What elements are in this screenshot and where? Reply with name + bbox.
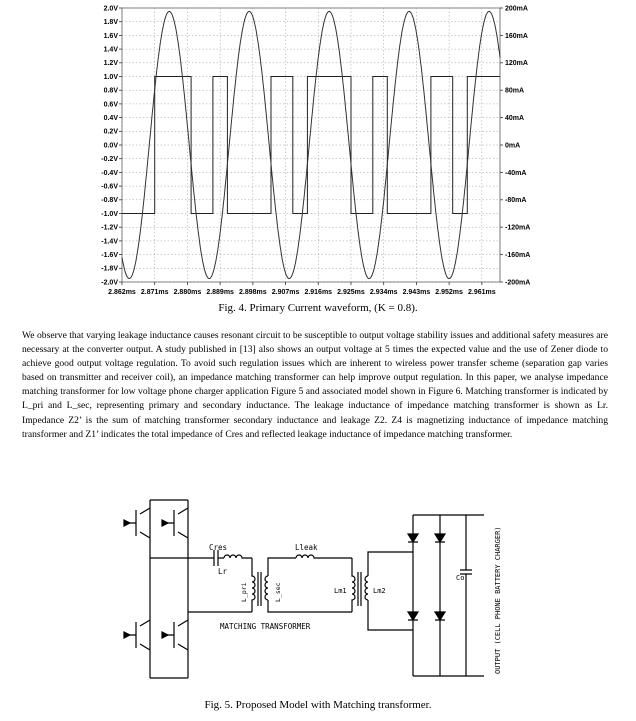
y-left-tick-label: -1.0V xyxy=(101,210,118,218)
x-tick-label: 2.907ms xyxy=(271,289,300,296)
y-left-tick-label: 0.8V xyxy=(103,87,118,95)
diode-d4 xyxy=(435,612,445,620)
y-left-tick-label: -1.6V xyxy=(101,252,118,259)
y-right-tick-label: -200mA xyxy=(505,279,531,287)
y-left-tick-label: 1.8V xyxy=(103,19,118,27)
transformer-core-1 xyxy=(258,572,261,606)
capacitor-co xyxy=(460,515,472,676)
y-right-tick-label: 160mA xyxy=(505,32,528,40)
y-right-tick-label: -120mA xyxy=(505,224,531,232)
y-right-tick-label: -160mA xyxy=(505,252,531,259)
y-right-tick-label: -40mA xyxy=(505,169,527,177)
y-right-tick-label: 80mA xyxy=(505,87,525,95)
y-left-tick-label: 2.0V xyxy=(103,5,118,13)
figure-5-caption: Fig. 5. Proposed Model with Matching transformer. xyxy=(204,699,432,711)
label-matching-transformer: MATCHING TRANSFORMER xyxy=(220,622,311,631)
switch-q2 xyxy=(162,508,188,538)
x-tick-label: 2.934ms xyxy=(369,289,398,296)
y-left-tick-label: 1.2V xyxy=(103,60,118,68)
x-tick-label: 2.898ms xyxy=(239,289,267,296)
matching-transformer-schematic xyxy=(0,480,636,721)
y-left-tick-label: 0.6V xyxy=(103,101,118,109)
y-left-tick-label: -1.2V xyxy=(101,224,118,232)
y-left-tick-label: -2.0V xyxy=(101,279,118,287)
diode-d3 xyxy=(408,612,418,620)
label-cres: Cres xyxy=(209,543,228,552)
x-axis xyxy=(108,282,496,296)
y-left-tick-label: -0.4V xyxy=(101,169,118,177)
x-tick-label: 2.925ms xyxy=(337,289,365,296)
x-tick-label: 2.889ms xyxy=(206,289,234,296)
label-lleak: Lleak xyxy=(295,543,318,552)
inductor-lr xyxy=(224,555,252,558)
switch-q3 xyxy=(124,620,150,650)
label-lpri: L_pri xyxy=(240,582,248,602)
rectifier-frame xyxy=(398,515,440,676)
switch-q4 xyxy=(162,620,188,650)
label-lm1: Lm1 xyxy=(334,587,347,595)
y-right-tick-label: 0mA xyxy=(505,142,521,150)
y-left-tick-label: -1.8V xyxy=(101,265,118,273)
diode-d1 xyxy=(408,534,418,542)
y-left-tick-label: -1.4V xyxy=(101,238,118,246)
label-output: OUTPUT (CELL PHONE BATTERY CHARGER) xyxy=(494,526,502,674)
x-tick-label: 2.880ms xyxy=(173,289,202,296)
y-axis-left xyxy=(101,5,122,286)
y-axis-right xyxy=(500,5,530,286)
y-right-tick-label: 40mA xyxy=(505,115,525,122)
y-left-tick-label: 0.4V xyxy=(103,115,118,122)
y-right-tick-label: 200mA xyxy=(505,5,528,13)
x-tick-label: 2.916ms xyxy=(304,289,333,296)
figure-4-caption: Fig. 4. Primary Current waveform, (K = 0.8). xyxy=(218,302,418,314)
body-paragraph: We observe that varying leakage inductance causes resonant circuit to be susceptible to output voltage stability issues and additional safety measures are necessary at the converter output. A study published in [13] also shows an output voltage at 5 times the expected value and the use of Zener diode to achieve good output voltage regulation. To avoid such regulation issues which are inherent to wireless power transfer scheme (separation gap varies based on transmitter and receiver coil), an impedance matching transformer can help improve output regulation. In this paper, we analyse impedance matching transformer for low voltage phone charger application Figure 5 and associated model shown in Figure 6. Matching transformer is indicated by L_pri and L_sec, representing primary and secondary inductance. The leakage inductance of impedance matching transformer is shown as Lr. Impedance Z2’ is the sum of matching transformer secondary inductance and leakage Z2. Z4 is magnetizing inductance of impedance matching transformer and Z1’ indicates the total impedance of Cres and reflected leakage inductance of impedance matching transformer. xyxy=(22,330,608,440)
y-left-tick-label: 0.0V xyxy=(103,142,118,150)
x-tick-label: 2.862ms xyxy=(108,289,136,296)
y-left-tick-label: -0.8V xyxy=(101,197,118,205)
label-lr: Lr xyxy=(218,567,228,576)
capacitor-cres xyxy=(206,550,224,566)
y-left-tick-label: 1.0V xyxy=(103,73,118,81)
y-right-tick-label: 120mA xyxy=(505,60,528,68)
y-left-tick-label: -0.2V xyxy=(101,156,118,164)
transformer-core-2 xyxy=(358,572,361,606)
primary-current-chart xyxy=(0,0,636,300)
x-tick-label: 2.871ms xyxy=(140,289,169,296)
y-left-tick-label: 1.6V xyxy=(103,32,118,40)
x-tick-label: 2.961ms xyxy=(468,289,496,296)
switch-q1 xyxy=(124,508,150,538)
y-left-tick-label: 0.2V xyxy=(103,128,118,136)
inductor-lm1 xyxy=(352,558,355,612)
label-lsec: L_sec xyxy=(274,582,282,602)
x-tick-label: 2.952ms xyxy=(435,289,463,296)
y-left-tick-label: -0.6V xyxy=(101,183,118,191)
inductor-l-pri xyxy=(252,558,255,612)
y-right-tick-label: -80mA xyxy=(505,197,527,205)
x-tick-label: 2.943ms xyxy=(402,289,431,296)
inductor-lleak xyxy=(296,555,352,558)
y-left-tick-label: 1.4V xyxy=(103,46,118,54)
label-co: Co xyxy=(456,574,465,582)
label-lm2: Lm2 xyxy=(373,587,386,595)
diode-d2 xyxy=(435,534,445,542)
